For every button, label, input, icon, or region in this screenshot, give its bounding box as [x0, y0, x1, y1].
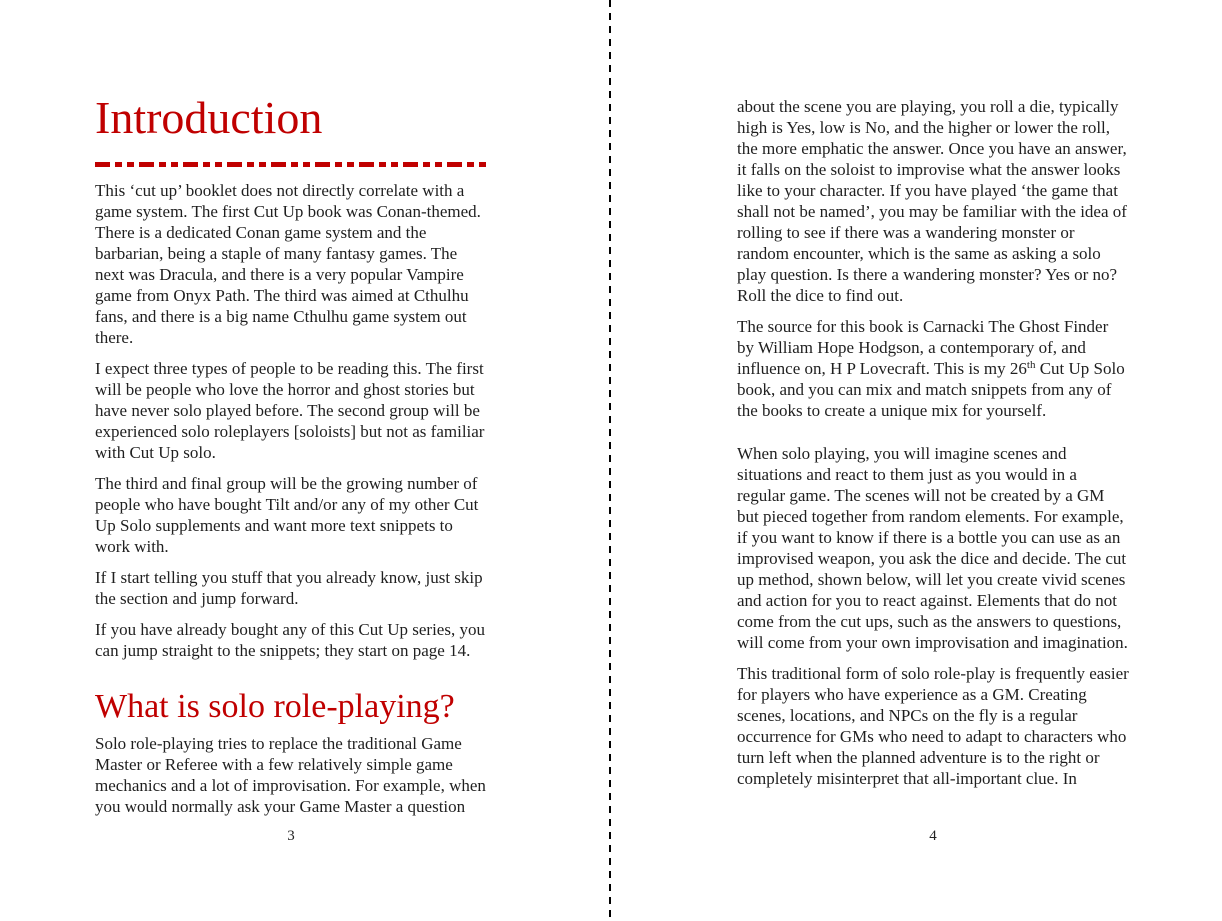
- body-paragraph: The third and final group will be the growing number of people who have bought Tilt and/or any of my other Cut Up Solo supplements and want more text snippets to work with.: [95, 474, 479, 556]
- page-number: 4: [929, 828, 937, 844]
- body-paragraph: This traditional form of solo role-play is frequently easier for players who have experience as a GM. Creating scenes, locations, and NPCs on the fly is a regular occurrence for GMs who need to adapt to characters who turn left when the planned adventure is to the right or completely misinterpret that all-important clue. In: [737, 664, 1129, 788]
- body-paragraph: If you have already bought any of this Cut Up series, you can jump straight to the snippets; they start on page 14.: [95, 620, 485, 660]
- left-page: [0, 0, 610, 921]
- paragraph-text: The source for this book is Carnacki The Ghost Finder by William Hope Hodgson, a contemporary of, and influence on, H P Lovecraft. This is my 26: [737, 317, 1109, 378]
- body-paragraph: This ‘cut up’ booklet does not directly correlate with a game system. The first Cut Up book was Conan-themed. There is a dedicated Conan game system and the barbarian, being a staple of many fantasy games. The next was Dracula, and there is a very popular Vampire game from Onyx Path. The third was aimed at Cthulhu fans, and there is a big name Cthulhu game system out there.: [95, 181, 481, 347]
- chapter-heading: Introduction: [95, 92, 323, 143]
- body-paragraph: Solo role-playing tries to replace the traditional Game Master or Referee with a few relatively simple game mechanics and a lot of improvisation. For example, when you would normally ask your Game Master a question: [95, 734, 486, 816]
- paragraph-text: Cut Up Solo book, and you can mix and match snippets from any of the books to create a unique mix for yourself.: [737, 359, 1125, 420]
- body-paragraph: about the scene you are playing, you roll a die, typically high is Yes, low is No, and the higher or lower the roll, the more emphatic the answer. Once you have an answer, it falls on the soloist to improvise what the answer looks like to your character. If you have played ‘the game that shall not be named’, you may be familiar with the idea of rolling to see if there was a wandering monster or random encounter, which is the same as asking a solo play question. Is there a wandering monster? Yes or no? Roll the dice to find out.: [737, 97, 1127, 305]
- spread-divider-dashed-line: [609, 0, 611, 921]
- left-page-content: [95, 0, 487, 817]
- right-page-content: [737, 0, 1129, 789]
- ordinal-superscript: th: [1026, 359, 1036, 371]
- section-heading: What is solo role-playing?: [95, 688, 455, 725]
- heading-rule: [95, 162, 487, 167]
- body-paragraph: If I start telling you stuff that you already know, just skip the section and jump forward.: [95, 568, 483, 608]
- body-paragraph: When solo playing, you will imagine scenes and situations and react to them just as you would in a regular game. The scenes will not be created by a GM but pieced together from random elements. For example, if you want to know if there is a bottle you can use as an improvised weapon, you ask the dice and decide. The cut up method, shown below, will let you create vivid scenes and action for you to react against. Elements that do not come from the cut ups, such as the answers to questions, will come from your own improvisation and imagination.: [737, 444, 1128, 652]
- right-page: [612, 0, 1222, 921]
- body-paragraph: I expect three types of people to be reading this. The first will be people who love the horror and ghost stories but have never solo played before. The second group will be experienced solo roleplayers [soloists] but not as familiar with Cut Up solo.: [95, 359, 485, 462]
- body-paragraph: [737, 316, 1129, 421]
- page-number: 3: [287, 828, 295, 844]
